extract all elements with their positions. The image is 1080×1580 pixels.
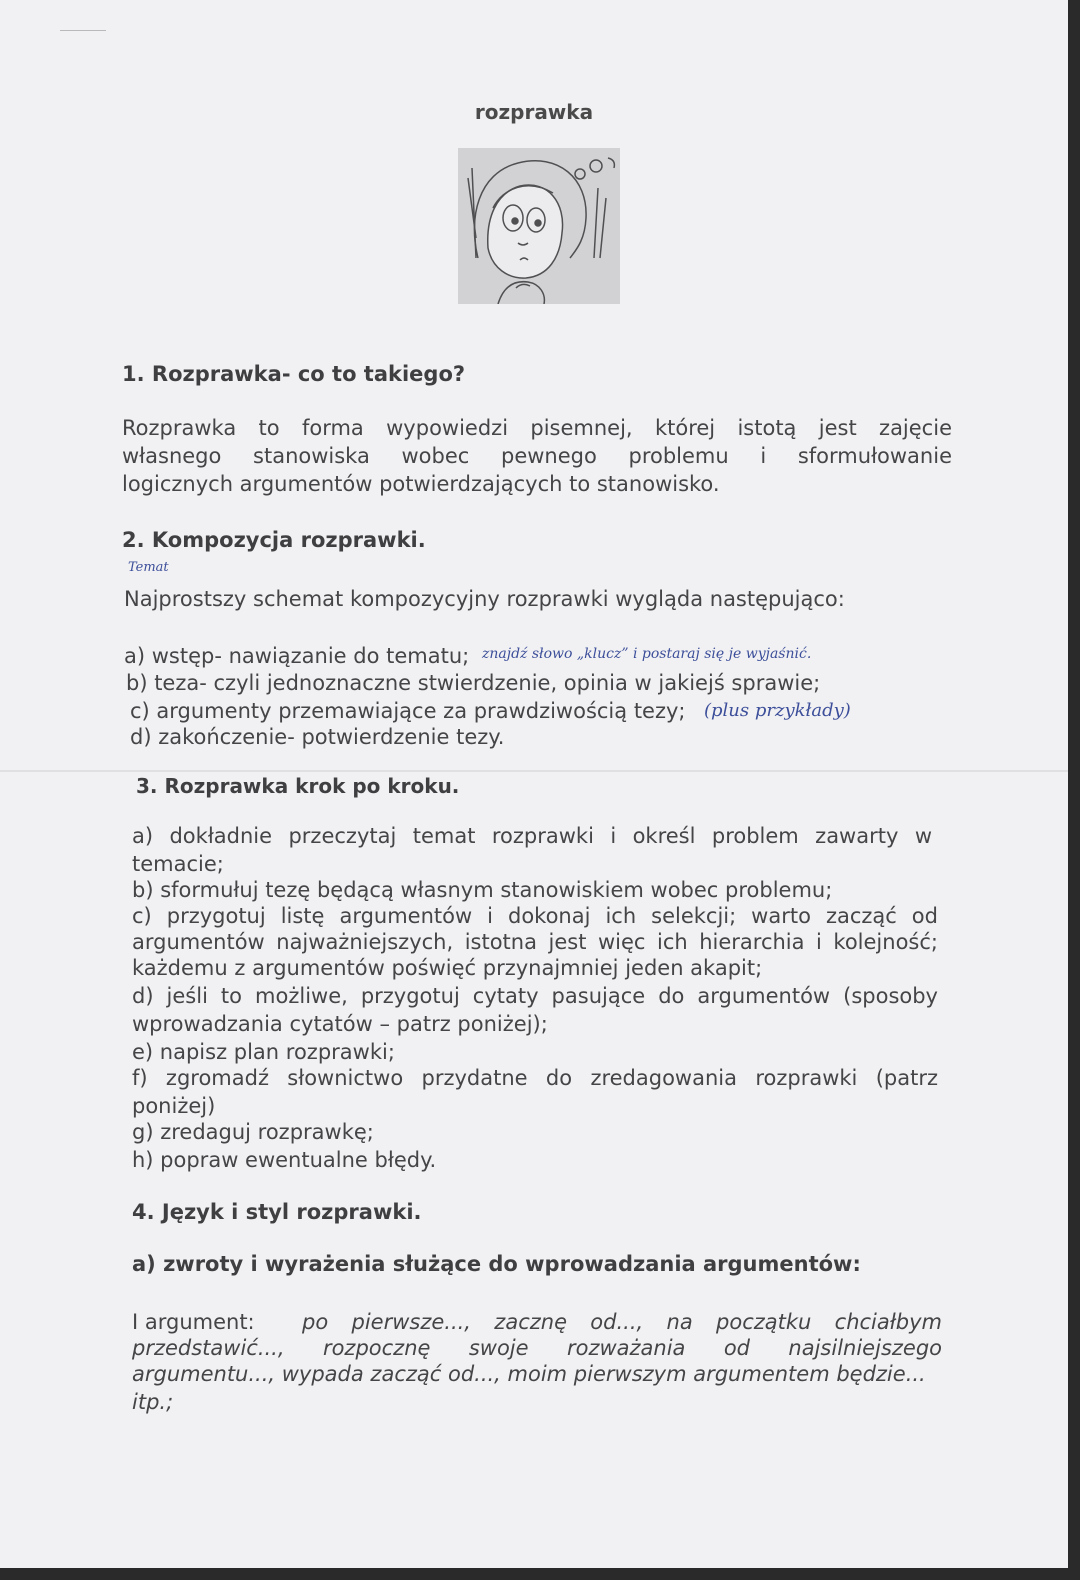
- section4-line-2: przedstawić..., rozpocznę swoje rozważania od najsilniejszego: [132, 1336, 942, 1360]
- handwritten-note-examples: (plus przykłady): [704, 700, 851, 721]
- handwritten-margin-note: Temat: [128, 560, 169, 575]
- section3-line-9: e) napisz plan rozprawki;: [132, 1040, 395, 1064]
- handwritten-note-keyword: znajdź słowo „klucz” i postaraj się je wyjaśnić.: [482, 646, 812, 662]
- page-title: rozprawka: [474, 100, 594, 124]
- section4-subheading: a) zwroty i wyrażenia służące do wprowadzania argumentów:: [132, 1252, 861, 1276]
- section3-line-3: b) sformułuj tezę będącą własnym stanowiskiem wobec problemu;: [132, 878, 833, 902]
- section4-line-4: itp.;: [132, 1390, 174, 1414]
- section3-line-5: argumentów najważniejszych, istotna jest więc ich hierarchia i kolejność;: [132, 930, 938, 954]
- thinking-girl-cartoon-icon: [458, 148, 620, 304]
- section2-heading: 2. Kompozycja rozprawki.: [122, 528, 426, 552]
- section3-line-2: temacie;: [132, 852, 224, 876]
- section3-line-8: wprowadzania cytatów – patrz poniżej);: [132, 1012, 548, 1036]
- section3-line-7: d) jeśli to możliwe, przygotuj cytaty pasujące do argumentów (sposoby: [132, 984, 938, 1008]
- section3-line-13: h) popraw ewentualne błędy.: [132, 1148, 437, 1172]
- section4-line-3: argumentu..., wypada zacząć od..., moim pierwszym argumentem będzie...: [132, 1362, 926, 1386]
- section2-item-c: c) argumenty przemawiające za prawdziwością tezy;: [130, 699, 686, 723]
- section3-line-12: g) zredaguj rozprawkę;: [132, 1120, 374, 1144]
- section1-heading: 1. Rozprawka- co to takiego?: [122, 362, 466, 386]
- section3-line-11: poniżej): [132, 1094, 216, 1118]
- section4-line-1: po pierwsze..., zacznę od..., na początku chciałbym: [302, 1310, 942, 1334]
- argument-label: I argument:: [132, 1310, 255, 1334]
- page-shadow-edge: [0, 1568, 1080, 1580]
- edge-mark: [60, 30, 106, 31]
- section3-heading: 3. Rozprawka krok po kroku.: [136, 774, 460, 798]
- section3-line-4: c) przygotuj listę argumentów i dokonaj ich selekcji; warto zacząć od: [132, 904, 938, 928]
- section1-line-2: własnego stanowiska wobec pewnego problemu i sformułowanie: [122, 444, 952, 468]
- section2-item-d: d) zakończenie- potwierdzenie tezy.: [130, 725, 505, 749]
- page-fold: [0, 770, 1068, 772]
- section3-line-6: każdemu z argumentów poświęć przynajmniej jeden akapit;: [132, 956, 763, 980]
- section3-line-1: a) dokładnie przeczytaj temat rozprawki i określ problem zawarty w: [132, 824, 932, 848]
- section2-item-a: a) wstęp- nawiązanie do tematu;: [124, 644, 470, 668]
- section2-intro: Najprostszy schemat kompozycyjny rozprawki wygląda następująco:: [124, 587, 845, 611]
- section1-line-3: logicznych argumentów potwierdzających to stanowisko.: [122, 472, 720, 496]
- section2-item-b: b) teza- czyli jednoznaczne stwierdzenie, opinia w jakiejś sprawie;: [126, 671, 821, 695]
- section1-line-1: Rozprawka to forma wypowiedzi pisemnej, której istotą jest zajęcie: [122, 416, 952, 440]
- section4-heading: 4. Język i styl rozprawki.: [132, 1200, 422, 1224]
- section3-line-10: f) zgromadź słownictwo przydatne do zredagowania rozprawki (patrz: [132, 1066, 938, 1090]
